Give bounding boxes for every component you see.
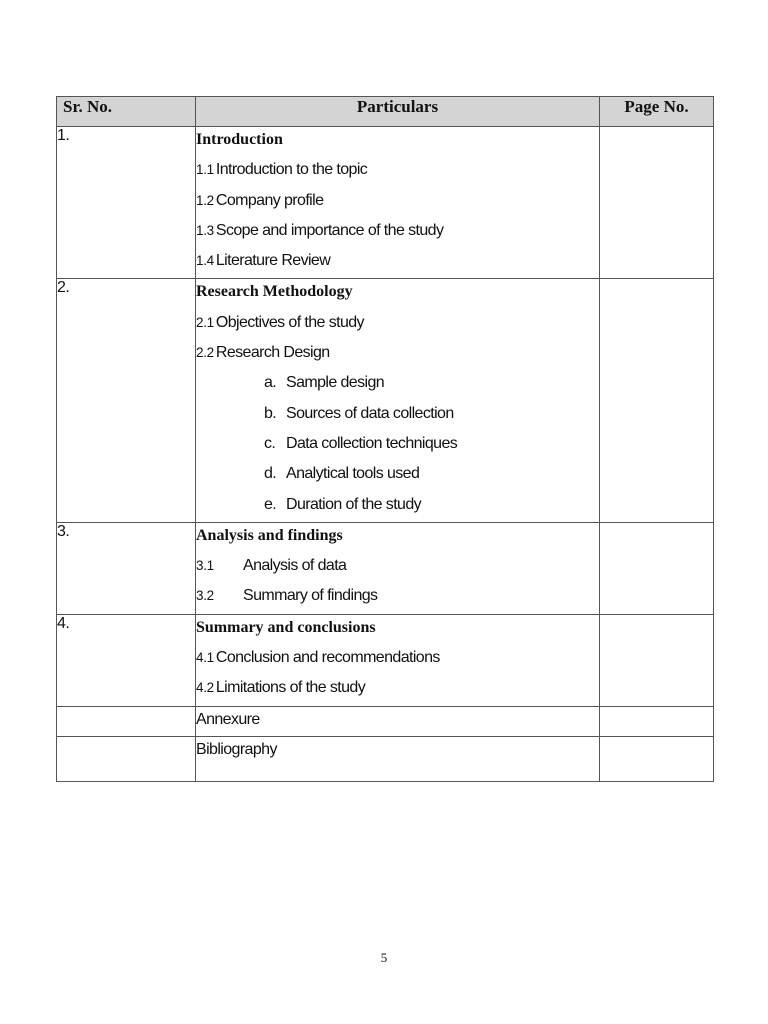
table-row (57, 706, 714, 736)
list-item (196, 340, 599, 370)
header-page-no: Page No. (600, 97, 714, 127)
item-text: Research Design (215, 344, 330, 362)
item-text: Scope and importance of the study (215, 221, 444, 239)
table-row (57, 279, 714, 522)
item-text: Analysis of data (243, 557, 347, 575)
particulars-cell (196, 614, 600, 706)
sub-item-text: Sources of data collection (286, 404, 454, 422)
list-item (196, 157, 599, 187)
item-number: 1.4 (196, 253, 214, 269)
sr-no-cell: 1. (57, 127, 196, 279)
sub-item-text: Data collection techniques (286, 434, 458, 452)
list-item (196, 188, 599, 218)
page-no-cell (600, 736, 714, 781)
item-number: 1.1 (196, 162, 214, 178)
item-text: Objectives of the study (215, 313, 364, 331)
list-item (196, 553, 599, 583)
item-number: 4.1 (196, 650, 214, 666)
annexure-label: Annexure (196, 710, 260, 728)
item-number: 2.1 (196, 314, 214, 330)
item-number: 3.2 (196, 588, 214, 604)
sub-list-item (196, 492, 599, 522)
particulars-cell (196, 736, 600, 781)
sub-list-item (196, 461, 599, 491)
section-heading: Summary and conclusions (196, 618, 376, 636)
header-particulars: Particulars (196, 97, 600, 127)
sub-item-marker: b. (264, 404, 277, 422)
table-of-contents (56, 96, 714, 782)
item-text: Company profile (215, 191, 324, 209)
page-number: 5 (380, 950, 388, 965)
sub-list-item (196, 431, 599, 461)
sr-no-cell: 4. (57, 614, 196, 706)
table-row (57, 522, 714, 614)
item-number: 1.3 (196, 222, 214, 238)
item-number: 2.2 (196, 345, 214, 361)
list-item (196, 583, 599, 613)
list-item (196, 218, 599, 248)
list-item (196, 310, 599, 340)
list-item (196, 248, 599, 278)
item-text: Summary of findings (243, 587, 378, 605)
item-number: 3.1 (196, 558, 214, 574)
table-row (57, 127, 714, 279)
particulars-cell (196, 706, 600, 736)
sub-list-item (196, 401, 599, 431)
item-text: Limitations of the study (215, 679, 366, 697)
item-text: Literature Review (215, 252, 331, 270)
item-text: Conclusion and recommendations (215, 649, 440, 667)
section-heading: Analysis and findings (196, 526, 343, 544)
sub-item-marker: c. (264, 434, 276, 452)
sub-item-text: Sample design (286, 374, 385, 392)
page-no-cell (600, 279, 714, 522)
sr-no-cell: 3. (57, 522, 196, 614)
sr-no-cell (57, 736, 196, 781)
page-no-cell (600, 127, 714, 279)
list-item (196, 645, 599, 675)
sub-list-item (196, 370, 599, 400)
sub-item-marker: d. (264, 465, 277, 483)
table-row (57, 736, 714, 781)
sub-item-text: Duration of the study (286, 495, 422, 513)
page-no-cell (600, 522, 714, 614)
sr-no-cell: 2. (57, 279, 196, 522)
table-header-row (57, 97, 714, 127)
section-heading: Research Methodology (196, 283, 353, 301)
section-heading: Introduction (196, 131, 283, 148)
sub-item-marker: e. (264, 495, 277, 513)
item-number: 1.2 (196, 192, 214, 208)
sr-no-cell (57, 706, 196, 736)
page-no-cell (600, 706, 714, 736)
sub-item-text: Analytical tools used (286, 465, 420, 483)
particulars-cell (196, 522, 600, 614)
bibliography-label: Bibliography (196, 740, 277, 758)
item-number: 4.2 (196, 680, 214, 696)
particulars-cell (196, 127, 600, 279)
table-row (57, 614, 714, 706)
page-no-cell (600, 614, 714, 706)
list-item (196, 675, 599, 705)
item-text: Introduction to the topic (215, 161, 368, 179)
particulars-cell (196, 279, 600, 522)
header-sr-no: Sr. No. (57, 97, 196, 127)
sub-item-marker: a. (264, 374, 277, 392)
